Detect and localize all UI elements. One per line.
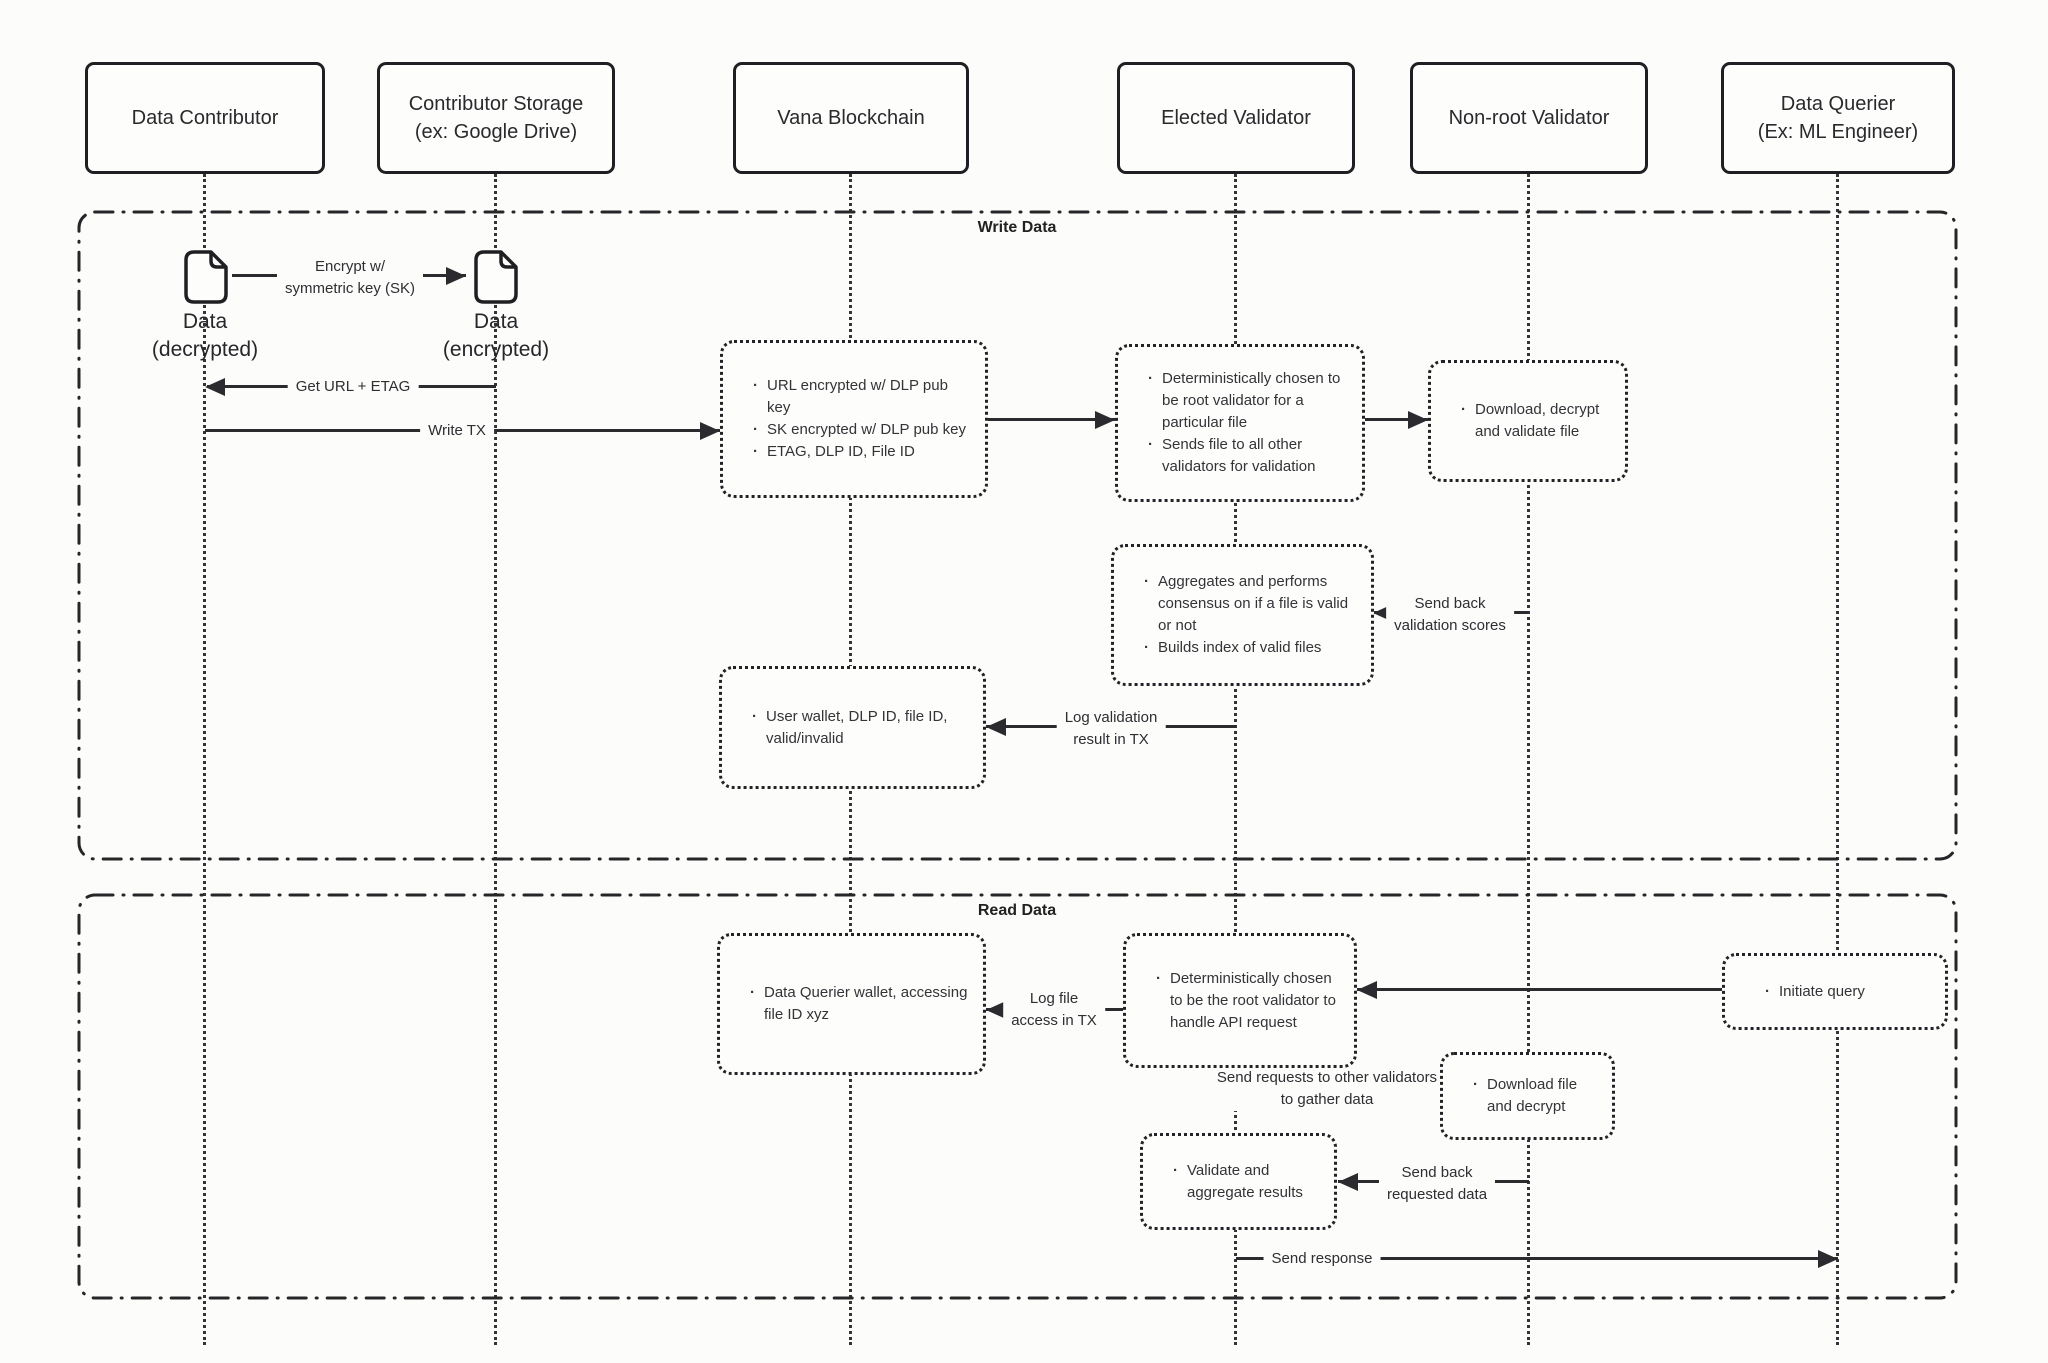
note-consensus: · Aggregates and performs consensus on if a file is valid or not · Builds index of valid files xyxy=(1111,544,1374,686)
document-icon xyxy=(184,250,228,304)
data-decrypted-caption: Data (decrypted) xyxy=(151,310,259,361)
note-elected-read: · Deterministically chosen to be the root validator to handle API request xyxy=(1123,933,1357,1068)
note-vana-read: · Data Querier wallet, accessing file ID xyz xyxy=(717,933,986,1075)
note-vana-write: · URL encrypted w/ DLP pub key · SK encrypted w/ DLP pub key · ETAG, DLP ID, File ID xyxy=(720,340,988,498)
actor-label: Elected Validator xyxy=(1161,107,1311,129)
data-encrypted-caption: Data (encrypted) xyxy=(442,310,550,361)
actor-sublabel: (ex: Google Drive) xyxy=(414,121,578,143)
arrowhead-left-icon xyxy=(986,718,1006,736)
actor-non-root-validator xyxy=(1410,62,1648,174)
arrowhead-right-icon xyxy=(1095,411,1115,429)
send-scores-label: Send back validation scores xyxy=(1386,593,1514,637)
arrowhead-right-icon xyxy=(1408,411,1428,429)
note-initiate-query: · Initiate query xyxy=(1722,953,1948,1030)
note-vana-log: · User wallet, DLP ID, file ID, valid/invalid xyxy=(719,666,986,789)
arrow-initiate-query xyxy=(1357,988,1722,991)
actor-contributor-storage xyxy=(377,62,615,174)
arrowhead-left-icon xyxy=(205,378,225,396)
actor-sublabel: (Ex: ML Engineer) xyxy=(1757,121,1919,143)
get-url-label: Get URL + ETAG xyxy=(288,376,419,398)
note-download-decrypt: · Download file and decrypt xyxy=(1440,1052,1615,1140)
actor-label: Data Querier xyxy=(1780,93,1896,115)
note-elected-write: · Deterministically chosen to be root validator for a particular file · Sends file to all other validators for validation xyxy=(1115,344,1365,502)
lifeline-non-root-validator xyxy=(1527,174,1530,1345)
actor-data-querier xyxy=(1721,62,1955,174)
read-section-title: Read Data xyxy=(968,902,1066,920)
send-response-label: Send response xyxy=(1264,1248,1381,1270)
actor-label: Non-root Validator xyxy=(1448,107,1610,129)
arrowhead-right-icon xyxy=(1818,1250,1838,1268)
send-back-label: Send back requested data xyxy=(1379,1162,1495,1206)
actor-label: Data Contributor xyxy=(131,107,279,129)
actor-vana-blockchain xyxy=(733,62,969,174)
arrowhead-left-icon xyxy=(1357,981,1377,999)
write-section-title: Write Data xyxy=(968,219,1067,237)
document-icon xyxy=(474,250,518,304)
log-file-label: Log file access in TX xyxy=(1003,988,1105,1032)
arrowhead-left-icon xyxy=(1338,1173,1358,1191)
log-validation-label: Log validation result in TX xyxy=(1057,707,1166,751)
lifeline-data-querier xyxy=(1836,174,1839,1345)
actor-label: Contributor Storage xyxy=(408,93,584,115)
write-tx-label: Write TX xyxy=(420,420,494,442)
encrypt-label: Encrypt w/ symmetric key (SK) xyxy=(277,256,423,300)
actor-data-contributor xyxy=(85,62,325,174)
actor-elected-validator xyxy=(1117,62,1355,174)
read-section-frame xyxy=(79,895,1956,1298)
actor-label: Vana Blockchain xyxy=(777,107,925,129)
arrowhead-right-icon xyxy=(446,267,466,285)
arrowhead-right-icon xyxy=(700,422,720,440)
note-nonroot-write: · Download, decrypt and validate file xyxy=(1428,360,1628,482)
write-section-frame xyxy=(79,212,1956,859)
send-requests-label: Send requests to other validators to gather data xyxy=(1209,1067,1445,1111)
note-validate-aggregate: · Validate and aggregate results xyxy=(1140,1133,1337,1230)
